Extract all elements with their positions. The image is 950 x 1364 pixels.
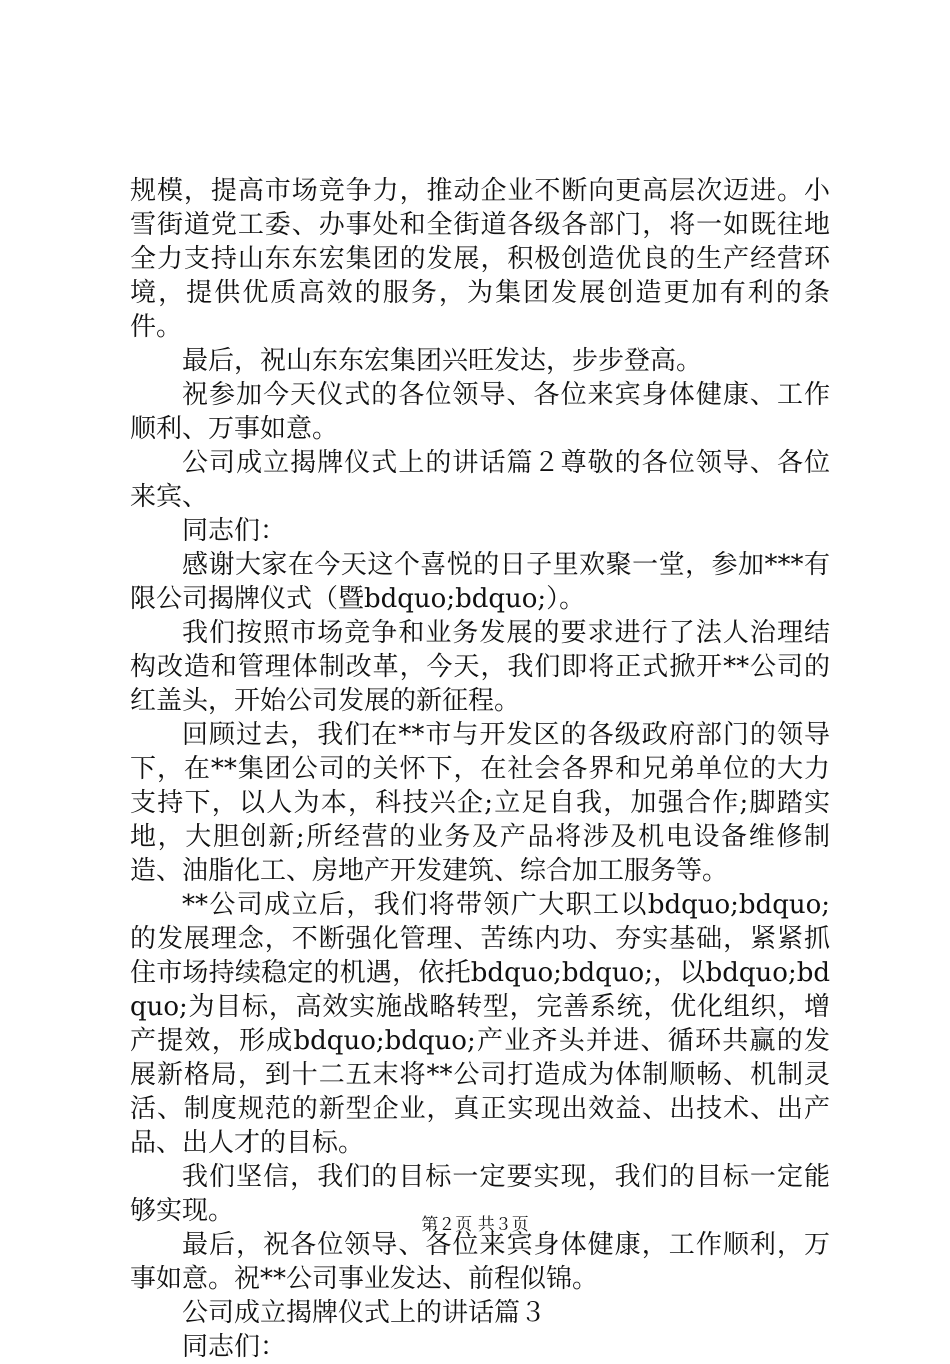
paragraph-4: 公司成立揭牌仪式上的讲话篇２尊敬的各位领导、各位来宾、 (130, 448, 830, 512)
paragraph-3: 祝参加今天仪式的各位领导、各位来宾身体健康、工作顺利、万事如意。 (130, 380, 830, 444)
paragraph-2: 最后，祝山东东宏集团兴旺发达，步步登高。 (182, 346, 703, 376)
paragraph-6: 感谢大家在今天这个喜悦的日子里欢聚一堂，参加***有限公司揭牌仪式（暨bdquo;bdquo;）。 (130, 550, 830, 614)
paragraph-11: 最后，祝各位领导、各位来宾身体健康，工作顺利，万事如意。祝**公司事业发达、前程似锦。 (130, 1230, 830, 1294)
page-number-label: 第２页 共３页 (421, 1215, 529, 1235)
paragraph-8: 回顾过去，我们在**市与开发区的各级政府部门的领导下，在**集团公司的关怀下，在社会各界和兄弟单位的大力支持下，以人为本，科技兴企;立足自我，加强合作;脚踏实地，大胆创新;所经营的业务及产品将涉及机电设备维修制造、油脂化工、房地产开发建筑、综合加工服务等。 (130, 720, 830, 886)
paragraph-12: 公司成立揭牌仪式上的讲话篇３ (182, 1298, 547, 1328)
paragraph-7: 我们按照市场竞争和业务发展的要求进行了法人治理结构改造和管理体制改革，今天，我们即将正式掀开**公司的红盖头，开始公司发展的新征程。 (130, 618, 830, 716)
page-footer (0, 1214, 950, 1236)
paragraph-10: 我们坚信，我们的目标一定要实现，我们的目标一定能够实现。 (130, 1162, 830, 1226)
document-body (130, 174, 830, 1364)
paragraph-13: 同志们： (182, 1332, 287, 1362)
paragraph-9: **公司成立后，我们将带领广大职工以bdquo;bdquo;的发展理念，不断强化管理、苦练内功、夯实基础，紧紧抓住市场持续稳定的机遇，依托bdquo;bdquo;，以bdquo;bdquo;为目标，高效实施战略转型，完善系统，优化组织，增产提效，形成bdquo;bdquo;产业齐头并进、循环共赢的发展新格局，到十二五末将**公司打造成为体制顺畅、机制灵活、制度规范的新型企业，真正实现出效益、出技术、出产品、出人才的目标。 (130, 890, 830, 1158)
paragraph-1: 规模，提高市场竞争力，推动企业不断向更高层次迈进。小雪街道党工委、办事处和全街道各级各部门，将一如既往地全力支持山东东宏集团的发展，积极创造优良的生产经营环境，提供优质高效的服务，为集团发展创造更加有利的条件。 (130, 176, 830, 342)
paragraph-5: 同志们： (182, 516, 287, 546)
